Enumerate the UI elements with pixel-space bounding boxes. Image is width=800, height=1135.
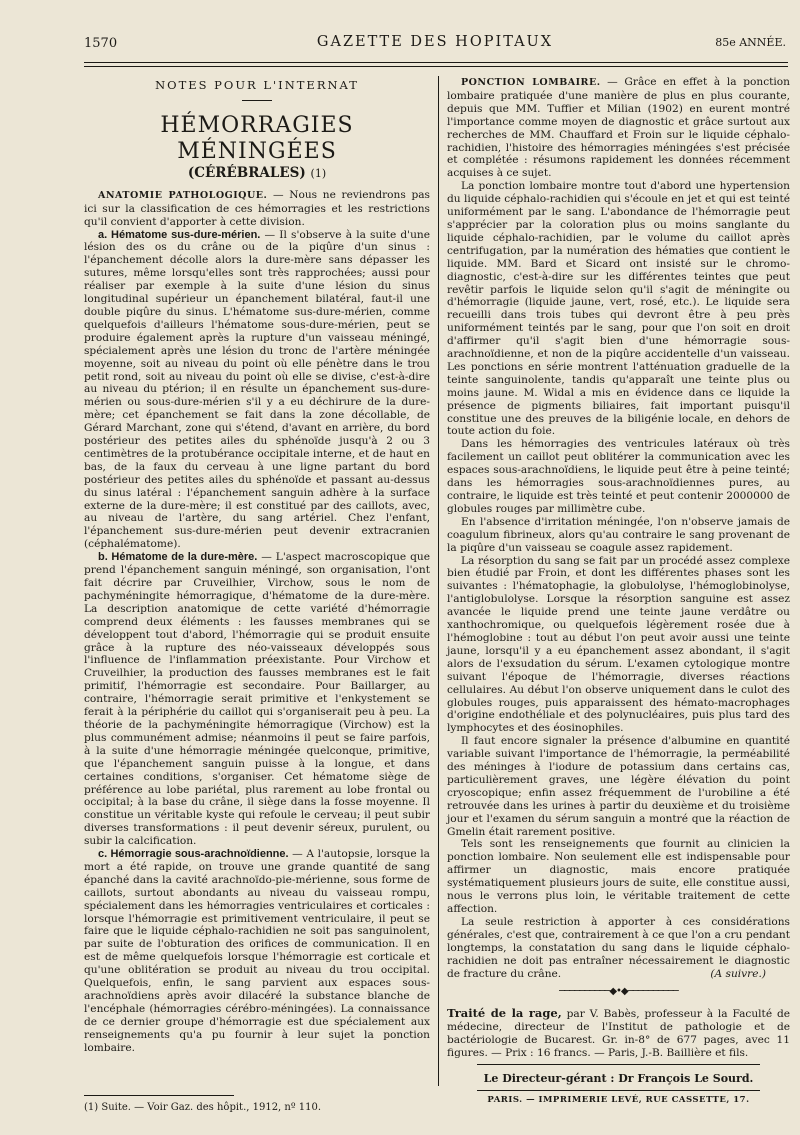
footnote-rule	[84, 1095, 234, 1096]
paragraph-lumbar-2: La ponction lombaire montre tout d'abord une hypertension du liquide céphalo-rachidien qui s'écoule en jet et qui est teinté uniformément par le sang. L'abondance de l'hémorragie peut s'apprécier par la coloration plus ou moins sanglante du liquide céphalo-rachidien, par le volume du caillot après centrifugation, par la numération des hématies que contient le liquide. MM. Bard et Sicard ont insisté sur le chromo-diagnostic, c'est-à-dire sur les différentes teintes que peut revêtir parfois le liquide selon qu'il s'agit de méningite ou d'hémorragie (liquide jaune, vert, rosé, etc.). Le liquide sera recueilli dans trois tubes qui devront être à peu près uniformément teintés par le sang, pour que l'on soit en droit d'affirmer qu'il s'agit bien d'une hémorragie sous-arachnoïdienne, et non de la piqûre accidentelle d'un vaisseau. Les ponctions en série montrent l'atténuation graduelle de la teinte sanguinolente, tandis qu'apparaît une teinte plus ou moins jaune. M. Widal a mis en évidence dans ce liquide la présence de pigments biliaires, fait important puisqu'il constitue une des preuves de la biligénie locale, en dehors de toute action du foie.	[447, 180, 790, 438]
header-rule-bottom	[84, 66, 788, 67]
journal-title: GAZETTE DES HOPITAUX	[316, 34, 554, 50]
paragraph-lumbar-8: La seule restriction à apporter à ces considérations générales, c'est que, contrairement à ce que l'on a cru pendant longtemps, la constatation du sang dans le liquide céphalo-rachidien ne doit pas entraîner nécessairement le diagnostic de fracture du crâne. (A suivre.)	[447, 915, 790, 980]
article-title: HÉMORRAGIES MÉNINGÉES	[160, 112, 354, 164]
left-column	[84, 76, 430, 1055]
book-notice: Traité de la rage, par V. Babès, professeur à la Faculté de médecine, directeur de l'Institut de pathologie et de bactériologie de Bucarest. Gr. in-8° de 677 pages, avec 11 figures. — Prix : 16 francs. — Paris, J.-B. Baillière et fils.	[447, 1006, 790, 1060]
page-number: 1570	[84, 36, 118, 51]
paragraph-lumbar-5: La résorption du sang se fait par un procédé assez complexe bien étudié par Froin, et dont les différentes phases sont les suivantes : l'hématophagie, la globulolyse, l'hémoglobinolyse, l'antiglobulolyse. Lorsque la résorption sanguine est assez avancée le liquide prend une teinte jaune verdâtre ou xanthochromique, ou quelquefois légèrement rosée due à l'hémoglobine : tout au début l'on peut avoir aussi une teinte jaune, lorsqu'il y a eu épanchement assez abondant, il s'agit alors de l'exsudation du sérum. L'examen cytologique montre suivant l'époque de l'hémorragie, diverses réactions cellulaires. Au début l'on observe uniquement dans le culot des globules rouges, puis apparaissent des hémato-macrophages d'origine endothéliale et des polynucléaires, puis plus tard des lymphocytes et des éosinophiles.	[447, 554, 790, 735]
paragraph-a: a. Hématome sus-dure-mérien. — Il s'observe à la suite d'une lésion des os du crâne ou de la piqûre d'un sinus : l'épanchement décolle alors la dure-mère sans dépasser les sutures, même lorsqu'elles sont très rapprochées; aussi pour réaliser par exemple à la suite d'une lésion du sinus longitudinal supérieur un épanchement bilatéral, faut-il une double piqûre du sinus. L'hématome sus-dure-mérien, comme quelquefois d'ailleurs l'hématome sous-dure-mérien, peut se produire également après la rupture d'un vaisseau méningé, spécialement après une lésion du tronc de l'artère méningée moyenne, soit au niveau du point où elle pénètre dans le trou petit rond, soit au niveau du point où elle se divise, c'est-à-dire au niveau du ptérion; il en résulte un épanchement sus-dure-mérien ou sous-dure-mérien s'il y a eu déchirure de la dure-mère; cet épanchement se fait dans la zone décollable, de Gérard Marchant, zone qui s'étend, d'avant en arrière, du bord postérieur des petites ailes du sphénoïde jusqu'à 2 ou 3 centimètres de la protubérance occipitale interne, et de haut en bas, de la faux du cerveau à une ligne partant du bord postérieur des petites ailes du sphénoïde et passant au-dessus du sinus latéral : l'épanchement sanguin adhère à la surface externe de la dure-mère; il est constitué par des caillots, avec, au niveau de l'artère, du sang artériel. Chez l'enfant, l'épanchement sus-dure-mérien peut devenir extracranien (céphalématome).	[84, 228, 431, 551]
director-rule-top	[477, 1064, 760, 1065]
column-divider	[438, 76, 439, 1086]
volume-year: 85e ANNÉE.	[715, 36, 786, 49]
book-title: Traité de la rage,	[447, 1006, 562, 1021]
director-rule-bottom	[477, 1090, 760, 1091]
paragraph-b: b. Hématome de la dure-mère. — L'aspect macroscopique que prend l'épanchement sanguin méningé, son organisation, l'ont fait décrire par Cruveilhier, Virchow, sous le nom de pachyméningite hémorragique, d'hématome de la dure-mère. La description anatomique de cette variété d'hémorragie comprend deux éléments : les fausses membranes qui se développent tout d'abord, l'hémorragie qui se produit ensuite grâce à la rupture des néo-vaisseaux développés sous l'influence de l'inflammation préexistante. Pour Virchow et Cruveilhier, la production des fausses membranes est le fait primitif, l'hémorragie est secondaire. Pour Baillarger, au contraire, l'hémorragie serait primitive et l'enkystement se ferait à la périphérie du caillot qui s'organiserait peu à peu. La théorie de la pachyméningite hémorragique (Virchow) est la plus communément admise; néanmoins il peut se faire parfois, à la suite d'une hémorragie méningée quelconque, primitive, que l'épanchement sanguin puisse à la longue, et dans certaines conditions, s'organiser. Cet hématome siège de préférence au lobe pariétal, plus rarement au lobe frontal ou occipital; à la base du crâne, il siège dans la fosse moyenne. Il constitue un véritable kyste qui refoule le cerveau; il peut subir diverses transformations : il peut devenir séreux, purulent, ou subir la calcification.	[84, 551, 431, 848]
to-follow: (A suivre.)	[710, 967, 766, 980]
printer-line: PARIS. — IMPRIMERIE LEVÉ, RUE CASSETTE, 17.	[487, 1094, 750, 1105]
paragraph-intro: ANATOMIE PATHOLOGIQUE. — Nous ne reviendrons pas ici sur la classification de ces hémorragies et les restrictions qu'il convient d'apporter à cette division.	[84, 188, 430, 228]
subheading-lumbar: PONCTION LOMBAIRE.	[461, 77, 601, 88]
paragraph-lumbar-6: Il faut encore signaler la présence d'albumine en quantité variable suivant l'importance de l'hémorragie, la perméabilité des méninges à l'iodure de potassium dans certains cas, particulièrement graves, une légère élévation du point cryoscopique; enfin assez fréquemment de l'urobiline a été retrouvée dans les urines à partir du deuxième et du troisième jour et l'examen du sérum sanguin a montré que la réaction de Gmelin était rarement positive.	[447, 735, 790, 838]
section-rule	[242, 100, 272, 101]
subheading-a: a. Hématome sus-dure-mérien.	[98, 228, 261, 241]
director-line: Le Directeur-gérant : Dr François Le Sourd.	[483, 1071, 754, 1085]
paragraph-lumbar-7: Tels sont les renseignements que fournit au clinicien la ponction lombaire. Non seulement elle est indispensable pour affirmer un diagnostic, mais encore pratiquée systématiquement plusieurs jours de suite, elle constitue aussi, nous le verrons plus loin, le véritable traitement de cette affection.	[447, 838, 790, 915]
ornament-divider: ──────────◆•◆──────────	[559, 986, 678, 998]
page-header	[84, 30, 786, 54]
paragraph-c: c. Hémorragie sous-arachnoïdienne. — A l'autopsie, lorsque la mort a été rapide, on trouve une grande quantité de sang épanché dans la cavité arachnoïdo-pie-mérienne, sous forme de caillots, surtout abondants au niveau du vaisseau rompu, spécialement dans les hémorragies ventriculaires et corticales : lorsque l'hémorragie est primitivement ventriculaire, il peut se faire que le liquide céphalo-rachidien ne soit pas sanguinolent, par suite de l'obturation des orifices de communication. Il en est de même quelquefois lorsque l'hémorragie est corticale et qu'une oblitération se produit au niveau du trou occipital. Quelquefois, enfin, le sang parvient aux espaces sous-arachnoïdiens après avoir dilacéré la substance blanche de l'encéphale (hémorragies cérébro-méningées). La connaissance de ce dernier groupe d'hémorragie est due spécialement aux renseignements qu'a pu fournir à leur sujet la ponction lombaire.	[84, 848, 430, 1054]
paragraph-lumbar-3: Dans les hémorragies des ventricules latéraux où très facilement un caillot peut oblitérer la communication avec les espaces sous-arachnoïdiens, le liquide peut être à peine teinté; dans les hémorragies sous-arachnoïdiennes pures, au contraire, le liquide est très teinté et peut contenir 2000000 de globules rouges par millimètre cube.	[447, 438, 790, 515]
footnote-ref: (1)	[310, 166, 327, 180]
subheading-c: c. Hémorragie sous-arachnoïdienne.	[98, 848, 289, 861]
subheading-b: b. Hématome de la dure-mère.	[98, 551, 258, 564]
header-rule-top	[84, 62, 788, 63]
right-column	[447, 76, 790, 1107]
paragraph-lumbar-4: En l'absence d'irritation méningée, l'on n'observe jamais de coagulum fibrineux, alors qu'au contraire le sang provenant de la piqûre d'un vaisseau se coagule assez rapidement.	[447, 515, 790, 554]
paragraph-lumbar-1: PONCTION LOMBAIRE. — Grâce en effet à la ponction lombaire pratiquée d'une manière de plus en plus courante, depuis que MM. Tuffier et Milian (1902) en eurent montré l'importance comme moyen de diagnostic et grâce surtout aux recherches de MM. Chauffard et Froin sur le liquide céphalo-rachidien, l'histoire des hémorragies méningées s'est précisée et complétée : résumons rapidement les données récemment acquises à ce sujet.	[447, 76, 790, 180]
footnote: (1) Suite. — Voir Gaz. des hôpit., 1912, nº 110.	[84, 1102, 322, 1113]
section-heading: NOTES POUR L'INTERNAT	[155, 78, 359, 92]
article-subtitle: (CÉRÉBRALES) (1)	[187, 164, 327, 181]
